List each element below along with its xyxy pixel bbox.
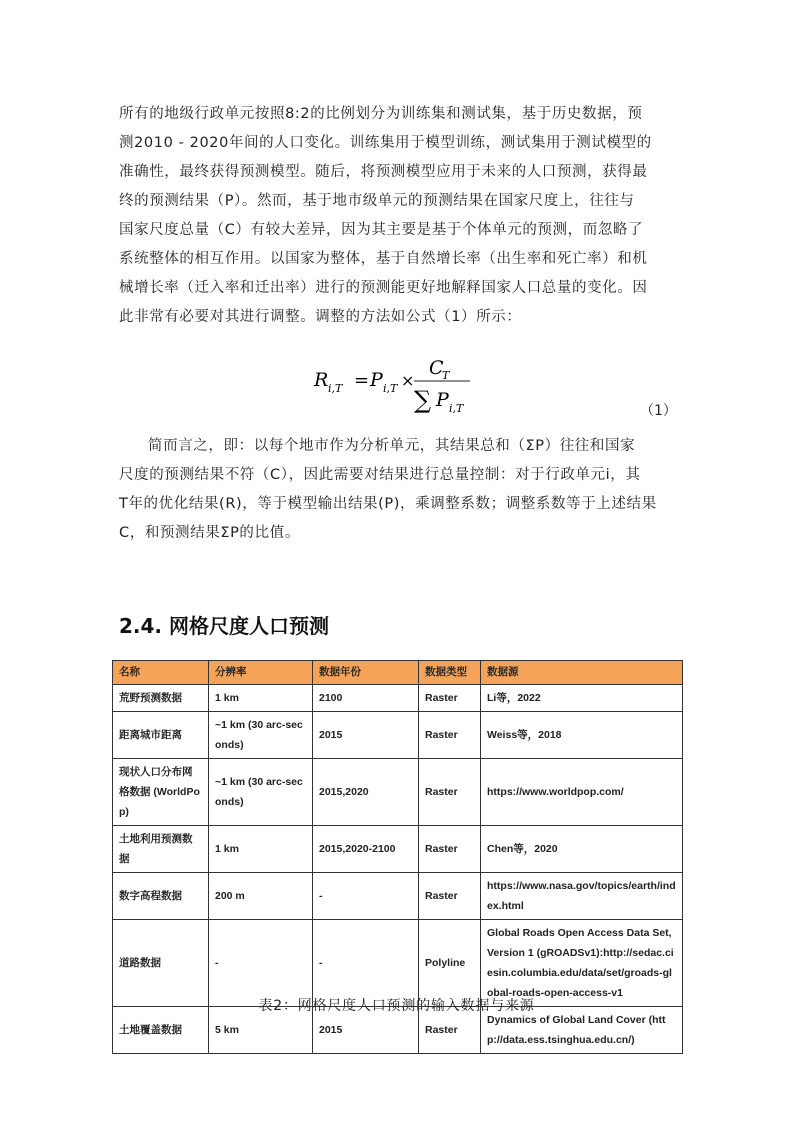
table-row bbox=[113, 826, 683, 873]
cell-type: Raster bbox=[419, 759, 481, 826]
table-row bbox=[113, 712, 683, 759]
cell-resolution: - bbox=[209, 920, 313, 1007]
cell-year: 2100 bbox=[313, 685, 419, 712]
formula-denominator-sub: i,T bbox=[449, 402, 464, 415]
cell-name: 荒野预测数据 bbox=[113, 685, 209, 712]
table-caption: 表2：网格尺度人口预测的输入数据与来源 bbox=[258, 998, 535, 1014]
formula-numerator: C bbox=[429, 357, 444, 379]
column-header-resolution: 分辨率 bbox=[209, 661, 313, 685]
table-row bbox=[113, 759, 683, 826]
paragraph-1-line: 系统整体的相互作用。以国家为整体，基于自然增长率（出生率和死亡率）和机 bbox=[119, 251, 648, 267]
cell-source: Global Roads Open Access Data Set, Version 1 (gROADSv1):http://sedac.ciesin.columbia.edu/data/set/groads-global-roads-open-access-v1 bbox=[481, 920, 683, 1007]
cell-resolution: 200 m bbox=[209, 873, 313, 920]
formula-number: （1） bbox=[640, 403, 677, 419]
formula-times: × bbox=[401, 371, 415, 390]
formula-1 bbox=[312, 356, 482, 420]
formula-equals: = bbox=[354, 370, 370, 391]
formula-p-sub: i,T bbox=[383, 382, 398, 395]
paragraph-1-line: 终的预测结果（P）。然而，基于地市级单元的预测结果在国家尺度上，往往与 bbox=[119, 193, 635, 209]
paragraph-2-line: 简而言之，即：以每个地市作为分析单元，其结果总和（ΣP）往往和国家 bbox=[148, 438, 636, 454]
cell-year: 2015 bbox=[313, 1007, 419, 1054]
cell-year: 2015 bbox=[313, 712, 419, 759]
cell-type: Raster bbox=[419, 873, 481, 920]
cell-type: Raster bbox=[419, 826, 481, 873]
paragraph-1-line: 国家尺度总量（C）有较大差异，因为其主要是基于个体单元的预测，而忽略了 bbox=[119, 222, 644, 238]
cell-resolution: 1 km bbox=[209, 826, 313, 873]
paragraph-1-line: 所有的地级行政单元按照8:2的比例划分为训练集和测试集，基于历史数据，预 bbox=[119, 106, 643, 122]
paragraph-2-line: C，和预测结果ΣP的比值。 bbox=[119, 525, 300, 541]
section-heading: 2.4. 网格尺度人口预测 bbox=[119, 614, 329, 638]
cell-source: Dynamics of Global Land Cover (http://data.ess.tsinghua.edu.cn/) bbox=[481, 1007, 683, 1054]
formula-denominator: P bbox=[436, 389, 449, 411]
cell-name: 土地利用预测数据 bbox=[113, 826, 209, 873]
cell-name: 道路数据 bbox=[113, 920, 209, 1007]
cell-source: Li等，2022 bbox=[481, 685, 683, 712]
table-row bbox=[113, 920, 683, 1007]
column-header-year: 数据年份 bbox=[313, 661, 419, 685]
cell-source: Chen等，2020 bbox=[481, 826, 683, 873]
cell-type: Raster bbox=[419, 1007, 481, 1054]
cell-name: 土地覆盖数据 bbox=[113, 1007, 209, 1054]
cell-resolution: ~1 km (30 arc-seconds) bbox=[209, 712, 313, 759]
cell-name: 数字高程数据 bbox=[113, 873, 209, 920]
cell-source: https://www.worldpop.com/ bbox=[481, 759, 683, 826]
paragraph-2-line: 尺度的预测结果不符（C），因此需要对结果进行总量控制：对于行政单元i，其 bbox=[119, 467, 641, 483]
formula-sum: ∑ bbox=[414, 386, 432, 414]
formula-p: P bbox=[370, 369, 383, 391]
paragraph-1-line: 此非常有必要对其进行调整。调整的方法如公式（1）所示： bbox=[119, 309, 522, 325]
table-row bbox=[113, 685, 683, 712]
cell-year: 2015,2020-2100 bbox=[313, 826, 419, 873]
formula-lhs: R bbox=[314, 369, 329, 391]
table-header-row bbox=[113, 661, 683, 685]
cell-source: Weiss等，2018 bbox=[481, 712, 683, 759]
paragraph-2-line: T年的优化结果(R)，等于模型输出结果(P)，乘调整系数；调整系数等于上述结果 bbox=[119, 496, 657, 512]
cell-type: Raster bbox=[419, 685, 481, 712]
paragraph-1-line: 准确性，最终获得预测模型。随后，将预测模型应用于未来的人口预测，获得最 bbox=[119, 164, 648, 180]
paragraph-1-line: 械增长率（迁入率和迁出率）进行的预测能更好地解释国家人口总量的变化。因 bbox=[119, 280, 648, 296]
cell-name: 现状人口分布网格数据 (WorldPop) bbox=[113, 759, 209, 826]
column-header-source: 数据源 bbox=[481, 661, 683, 685]
formula-numerator-sub: T bbox=[442, 369, 450, 382]
formula-lhs-sub: i,T bbox=[328, 382, 343, 395]
cell-resolution: 5 km bbox=[209, 1007, 313, 1054]
cell-type: Polyline bbox=[419, 920, 481, 1007]
cell-resolution: ~1 km (30 arc-seconds) bbox=[209, 759, 313, 826]
cell-type: Raster bbox=[419, 712, 481, 759]
cell-year: 2015,2020 bbox=[313, 759, 419, 826]
cell-source: https://www.nasa.gov/topics/earth/index.html bbox=[481, 873, 683, 920]
cell-name: 距离城市距离 bbox=[113, 712, 209, 759]
cell-year: - bbox=[313, 873, 419, 920]
column-header-name: 名称 bbox=[113, 661, 209, 685]
cell-year: - bbox=[313, 920, 419, 1007]
column-header-type: 数据类型 bbox=[419, 661, 481, 685]
paragraph-1-line: 测2010 - 2020年间的人口变化。训练集用于模型训练，测试集用于测试模型的 bbox=[119, 135, 652, 151]
cell-resolution: 1 km bbox=[209, 685, 313, 712]
table-row bbox=[113, 873, 683, 920]
